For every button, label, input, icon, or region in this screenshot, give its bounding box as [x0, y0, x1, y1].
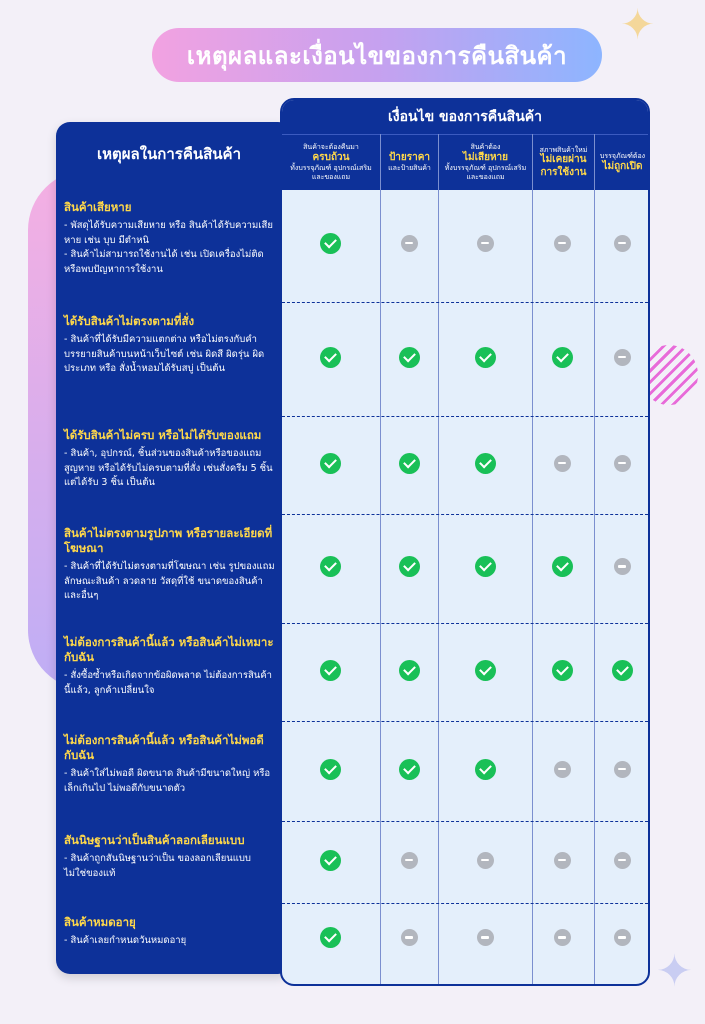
check-icon	[475, 453, 496, 474]
reason-item	[64, 733, 276, 796]
minus-icon	[614, 558, 631, 575]
column-pre-text: สินค้าจะต้องคืนมา	[303, 143, 359, 152]
reason-description	[64, 219, 276, 278]
minus-icon	[401, 929, 418, 946]
reason-item	[64, 428, 276, 491]
column-highlight-text: ไม่เสียหาย	[462, 151, 509, 163]
reason-title: ได้รับสินค้าไม่ตรงตามที่สั่ง	[64, 314, 195, 328]
check-icon	[475, 660, 496, 681]
minus-icon	[554, 455, 571, 472]
check-icon	[552, 347, 573, 368]
check-icon	[399, 347, 420, 368]
check-icon	[320, 347, 341, 368]
reason-title: สันนิษฐานว่าเป็นสินค้าลอกเลียนแบบ	[64, 833, 245, 847]
check-icon	[399, 759, 420, 780]
reason-description-line: - สินค้าที่ได้รับมีความแตกต่าง หรือไม่ตรงกับคำบรรยายสินค้าบนหน้าเว็บไซต์ เช่น ผิดสี ผิดรุ่น ผิดประเภท หรือ สั่งน้ำหอมได้รับสบู่ เป็นต้น	[64, 333, 265, 375]
reason-description	[64, 333, 276, 377]
minus-icon	[401, 235, 418, 252]
row-divider	[282, 821, 648, 822]
column-pre-text: บรรจุภัณฑ์ต้อง	[599, 151, 646, 160]
minus-icon	[614, 852, 631, 869]
column-highlight-text: ครบถ้วน	[312, 151, 350, 163]
minus-icon	[401, 852, 418, 869]
column-pre-text: สินค้าต้อง	[470, 143, 501, 152]
minus-icon	[614, 761, 631, 778]
check-icon	[475, 759, 496, 780]
row-divider	[282, 623, 648, 624]
reason-item	[64, 915, 276, 949]
check-icon	[320, 660, 341, 681]
reason-title: สินค้าหมดอายุ	[64, 915, 136, 929]
check-icon	[399, 453, 420, 474]
column-highlight-text: ไม่เคยผ่านการใช้งาน	[540, 154, 587, 178]
minus-icon	[614, 455, 631, 472]
check-icon	[552, 660, 573, 681]
condition-column-header	[282, 134, 380, 190]
sparkle-icon: ✦	[620, 0, 656, 49]
condition-column-header	[594, 134, 650, 190]
check-icon	[399, 556, 420, 577]
reason-description-line: - สินค้า, อุปกรณ์, ชิ้นส่วนของสินค้าหรือของแถมสูญหาย หรือได้รับไม่ครบตามที่สั่ง เช่นสั่งครีม 5 ชิ้น แต่ได้รับ 3 ชิ้น เป็นต้น	[64, 447, 273, 489]
row-divider	[282, 721, 648, 722]
reason-item	[64, 635, 276, 698]
column-divider	[380, 134, 381, 984]
minus-icon	[477, 235, 494, 252]
minus-icon	[554, 235, 571, 252]
check-icon	[320, 927, 341, 948]
minus-icon	[477, 929, 494, 946]
reason-description-line: - สินค้าใส่ไม่พอดี ผิดขนาด สินค้ามีขนาดใหญ่ หรือเล็กเกินไป ไม่พอดีกับขนาดตัว	[64, 767, 271, 794]
conditions-header: เงื่อนไข ของการคืนสินค้า	[282, 100, 648, 134]
condition-column-header	[380, 134, 438, 190]
column-post-text: และป้ายสินค้า	[388, 164, 431, 173]
row-divider	[282, 903, 648, 904]
check-icon	[475, 347, 496, 368]
minus-icon	[614, 349, 631, 366]
column-highlight-text: ป้ายราคา	[388, 151, 431, 163]
check-icon	[320, 850, 341, 871]
check-icon	[320, 453, 341, 474]
row-divider	[282, 302, 648, 303]
check-icon	[612, 660, 633, 681]
reason-title: ไม่ต้องการสินค้านี้แล้ว หรือสินค้าไม่เหมาะกับฉัน	[64, 635, 274, 664]
column-divider	[532, 134, 533, 984]
column-highlight-text: ไม่ถูกเปิด	[602, 160, 643, 172]
page-title: เหตุผลและเงื่อนไขของการคืนสินค้า	[152, 28, 602, 82]
condition-column-header	[532, 134, 594, 190]
sparkle-icon: ✦	[656, 946, 693, 997]
column-divider	[438, 134, 439, 984]
reason-description-line: - พัสดุได้รับความเสียหาย หรือ สินค้าได้รับความเสียหาย เช่น บุบ มีตำหนิ	[64, 219, 273, 246]
reason-description	[64, 767, 276, 796]
minus-icon	[554, 929, 571, 946]
minus-icon	[554, 761, 571, 778]
check-icon	[475, 556, 496, 577]
check-icon	[320, 556, 341, 577]
reason-title: ไม่ต้องการสินค้านี้แล้ว หรือสินค้าไม่พอดีกับฉัน	[64, 733, 264, 762]
check-icon	[399, 660, 420, 681]
reason-description	[64, 560, 276, 604]
reason-description-line: - สินค้าไม่สามารถใช้งานได้ เช่น เปิดเครื่องไม่ติด หรือพบปัญหาการใช้งาน	[64, 249, 264, 276]
reason-description-line: - สินค้าเลยกำหนดวันหมดอายุ	[64, 934, 187, 946]
column-post-text: ทั้งบรรจุภัณฑ์ อุปกรณ์เสริม และของแถม	[290, 164, 372, 182]
reason-description	[64, 934, 276, 949]
reason-item	[64, 526, 276, 604]
reason-item	[64, 200, 276, 278]
row-divider	[282, 416, 648, 417]
reason-title: ได้รับสินค้าไม่ครบ หรือไม่ได้รับของแถม	[64, 428, 262, 442]
minus-icon	[554, 852, 571, 869]
check-icon	[320, 759, 341, 780]
minus-icon	[614, 235, 631, 252]
reason-description-line: - สินค้าถูกสันนิษฐานว่าเป็น ของลอกเลียนแบบ ไม่ใช่ของแท้	[64, 852, 251, 879]
check-icon	[320, 233, 341, 254]
reason-item	[64, 314, 276, 377]
condition-column-header	[438, 134, 532, 190]
reason-description	[64, 852, 276, 881]
reason-item	[64, 833, 276, 881]
reason-title: สินค้าเสียหาย	[64, 200, 132, 214]
reason-description-line: - สั่งซื้อซ้ำหรือเกิดจากข้อผิดพลาด ไม่ต้องการสินค้านี้แล้ว, ลูกค้าเปลี่ยนใจ	[64, 669, 272, 696]
column-post-text: ทั้งบรรจุภัณฑ์ อุปกรณ์เสริม และของแถม	[444, 164, 527, 182]
reason-description	[64, 669, 276, 698]
minus-icon	[614, 929, 631, 946]
minus-icon	[477, 852, 494, 869]
reason-description	[64, 447, 276, 491]
reasons-header: เหตุผลในการคืนสินค้า	[96, 145, 242, 163]
row-divider	[282, 514, 648, 515]
column-pre-text: สภาพสินค้าใหม่	[539, 145, 588, 154]
check-icon	[552, 556, 573, 577]
column-divider	[594, 134, 595, 984]
reason-description-line: - สินค้าที่ได้รับไม่ตรงตามที่โฆษณา เช่น รูปของแถม ลักษณะสินค้า ลวดลาย วัสดุที่ใช้ ขนาดของสินค้า และอื่นๆ	[64, 560, 275, 602]
reason-title: สินค้าไม่ตรงตามรูปภาพ หรือรายละเอียดที่โฆษณา	[64, 526, 273, 555]
